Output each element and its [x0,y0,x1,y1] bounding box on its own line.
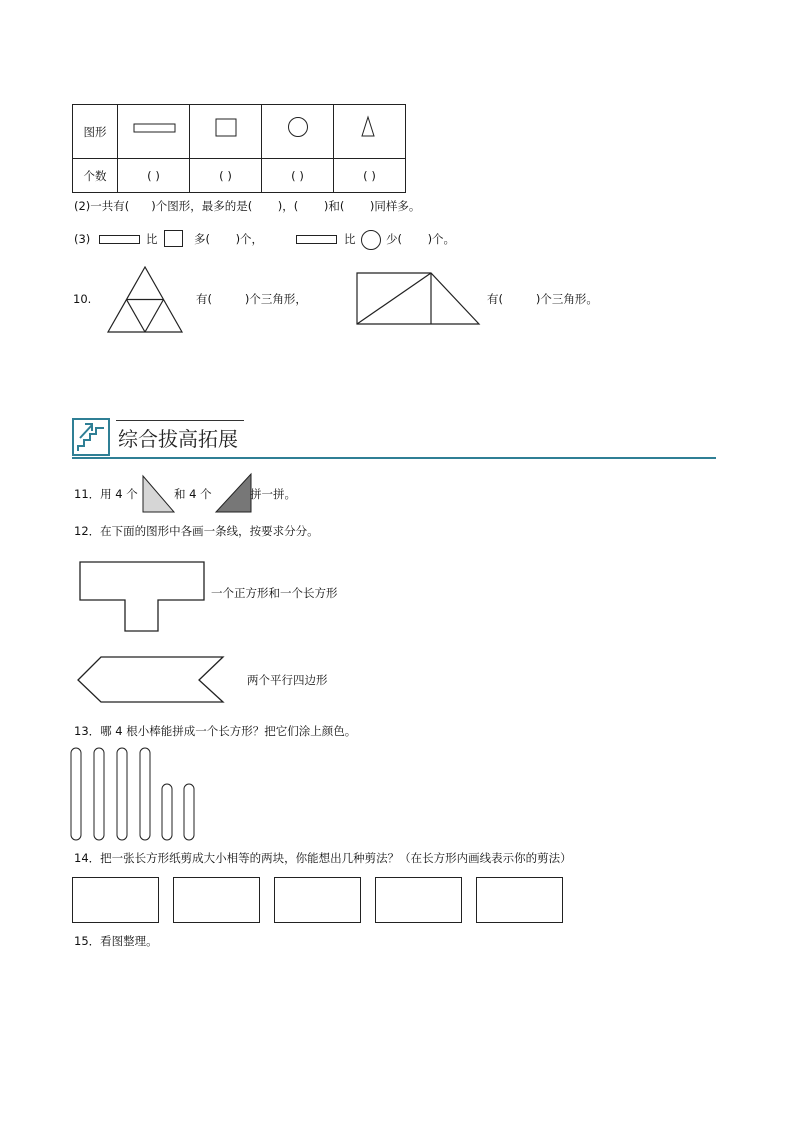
stick-long[interactable] [94,748,104,840]
cell-triangle [334,105,406,159]
question-11-text-b: 和 4 个 [174,487,212,501]
heading-bottom-rule [72,457,716,459]
question-12-prompt: 12．在下面的图形中各画一条线，按要求分分。 [74,524,319,538]
cut-rectangle[interactable] [375,877,462,923]
cut-rectangle[interactable] [274,877,361,923]
long-rectangle-icon [99,235,141,245]
circle-icon [360,229,382,251]
question-10-text-a: 有( )个三角形， [196,292,307,306]
stick-long[interactable] [117,748,127,840]
light-right-triangle-icon [140,474,176,514]
question-10-text-b: 有( )个三角形。 [487,292,598,306]
less-text: 少( )个。 [386,232,456,246]
subdivided-triangle-figure [106,266,184,334]
question-12-label-a: 一个正方形和一个长方形 [211,586,338,600]
heading-top-rule [116,420,244,421]
section-heading [72,418,716,462]
question-9-part-3 [74,230,494,250]
square-icon [164,230,184,248]
count-cell[interactable]: ( ) [118,159,190,193]
arrow-hexagon-figure [77,656,225,704]
t-shape-figure [79,561,207,633]
part-3-prefix: (3) [74,232,91,246]
triangle-icon [334,105,405,155]
count-cell[interactable]: ( ) [262,159,334,193]
section-title: 综合拔高拓展 [118,427,238,451]
long-rectangle-icon [296,235,338,245]
question-9-part-2: (2)一共有( )个图形，最多的是( )，( )和( )同样多。 [74,199,421,213]
cut-rectangle[interactable] [173,877,260,923]
cell-long-rectangle [118,105,190,159]
question-11-text-a: 11．用 4 个 [74,487,138,501]
row-label-shape: 图形 [73,105,118,159]
cut-rectangle[interactable] [476,877,563,923]
trapezoid-triangles-figure [356,272,481,326]
question-10-number: 10. [73,292,92,306]
stick-long[interactable] [71,748,81,840]
shape-count-table [72,104,406,193]
row-label-count: 个数 [73,159,118,193]
cut-rectangle[interactable] [72,877,159,923]
stick-short[interactable] [162,784,172,840]
circle-icon [262,105,333,155]
question-12-label-b: 两个平行四边形 [247,673,328,687]
question-13-prompt: 13．哪 4 根小棒能拼成一个长方形？把它们涂上颜色。 [74,724,357,738]
question-11-text-c: 拼一拼。 [250,487,296,501]
square-icon [190,105,261,155]
question-14-prompt: 14．把一张长方形纸剪成大小相等的两块，你能想出几种剪法？（在长方形内画线表示你的剪法） [74,851,572,865]
stick-short[interactable] [184,784,194,840]
stairs-arrow-icon [72,418,112,458]
question-15-prompt: 15．看图整理。 [74,934,158,948]
bi-text-2: 比 [344,232,356,246]
long-rectangle-icon [118,105,189,155]
sticks-figure [68,746,200,842]
cell-circle [262,105,334,159]
bi-text: 比 [146,232,158,246]
dark-right-triangle-icon [214,472,254,514]
stick-long[interactable] [140,748,150,840]
count-cell[interactable]: ( ) [334,159,406,193]
cell-square [190,105,262,159]
count-cell[interactable]: ( ) [190,159,262,193]
more-text: 多( )个， [194,232,264,246]
